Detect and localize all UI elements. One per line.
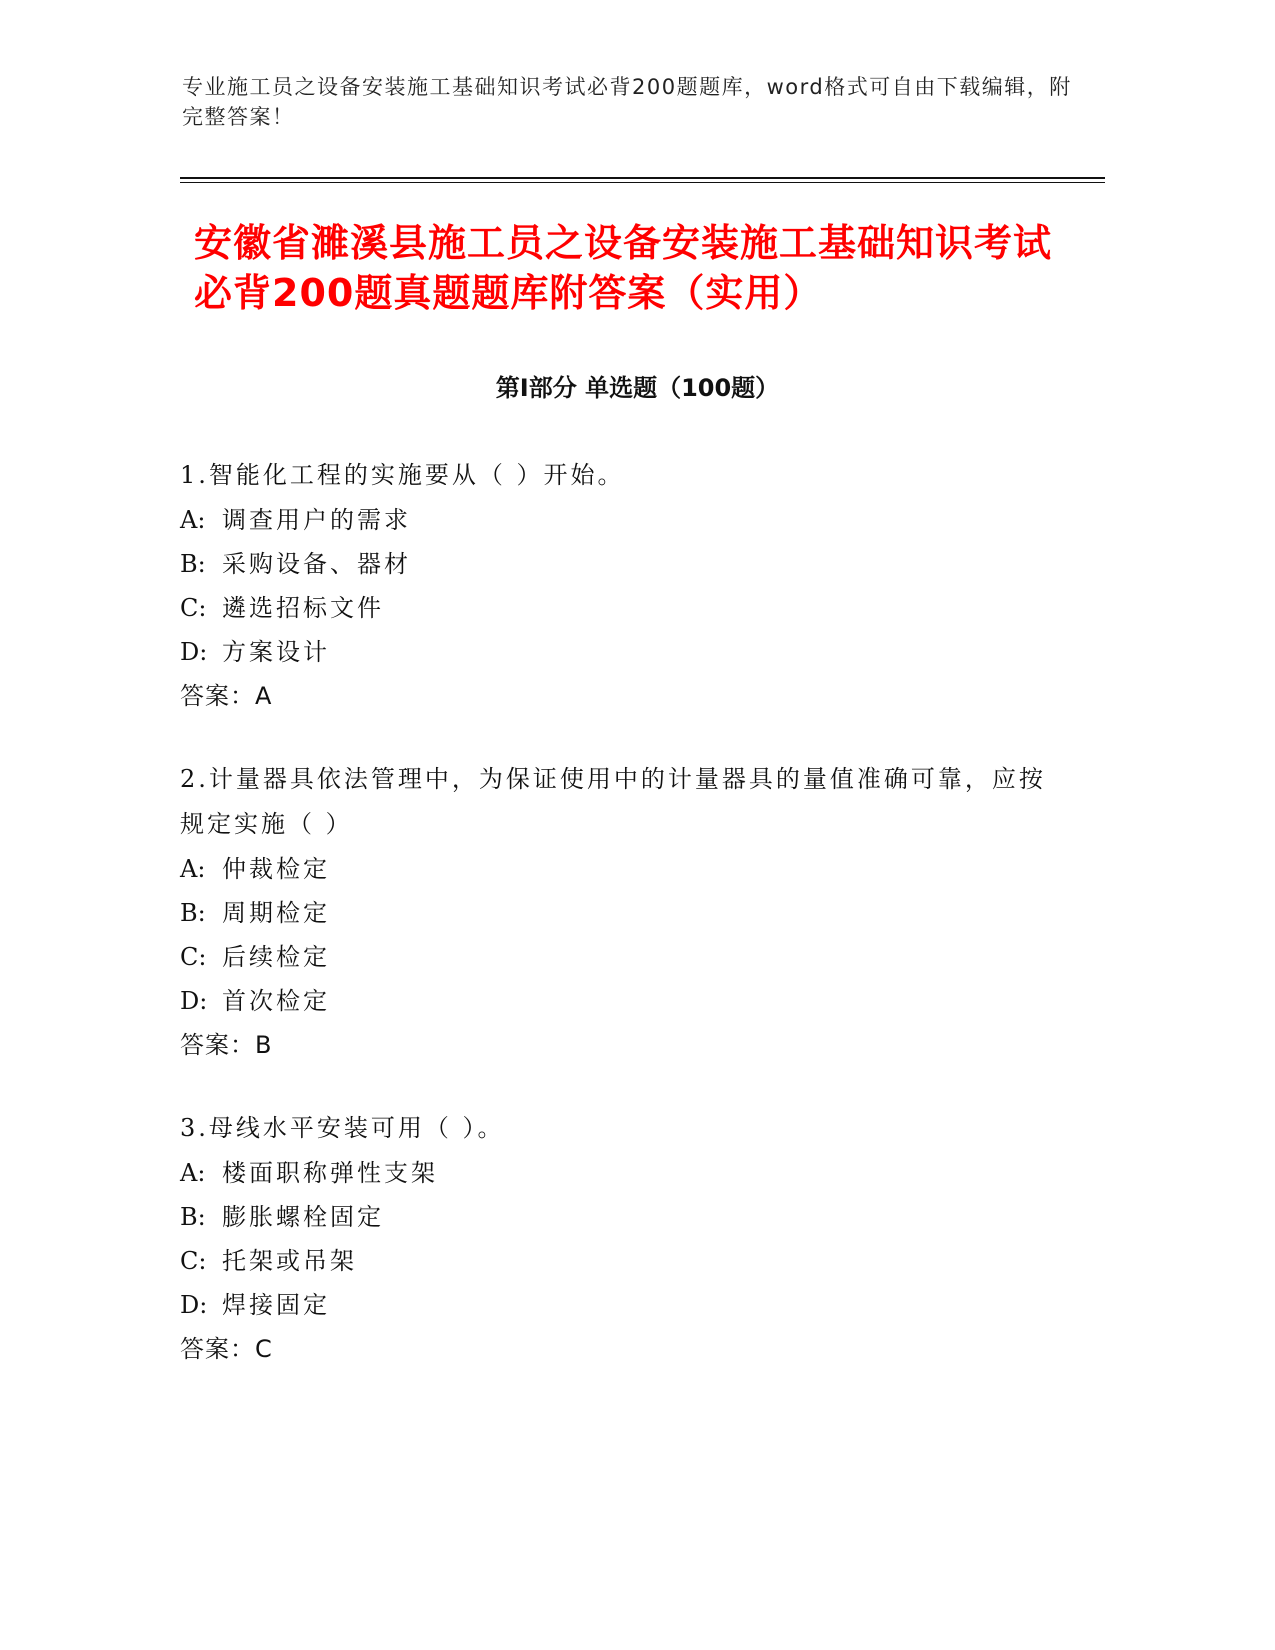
answer: 答案：C (180, 1335, 273, 1363)
option-key: A: (180, 506, 206, 534)
option-key: C: (180, 594, 207, 622)
section-title: 第Ⅰ部分 单选题（100题） (495, 374, 780, 402)
option-text: 采购设备、器材 (222, 550, 411, 578)
option-text: 首次检定 (222, 987, 330, 1015)
option-b (180, 542, 1060, 586)
option-d (180, 979, 1060, 1023)
option-text: 仲裁检定 (222, 855, 330, 883)
option-a (180, 498, 1060, 542)
header-divider-thin (180, 182, 1105, 183)
option-text: 托架或吊架 (222, 1247, 357, 1275)
header-note: 专业施工员之设备安装施工基础知识考试必背200题题库，word格式可自由下载编辑，附完整答案！ (182, 75, 1072, 129)
option-key: D: (180, 638, 208, 666)
option-key: B: (180, 1203, 206, 1231)
option-text: 周期检定 (222, 899, 330, 927)
option-key: D: (180, 987, 208, 1015)
option-text: 调查用户的需求 (222, 506, 411, 534)
option-key: A: (180, 855, 206, 883)
option-text: 焊接固定 (222, 1291, 330, 1319)
option-text: 遴选招标文件 (222, 594, 384, 622)
option-a (180, 1151, 1060, 1195)
option-key: C: (180, 943, 207, 971)
option-b (180, 1195, 1060, 1239)
option-c (180, 1239, 1060, 1283)
question-3 (180, 1106, 1060, 1371)
answer: 答案：A (180, 682, 273, 710)
question-stem: 2.计量器具依法管理中，为保证使用中的计量器具的量值准确可靠，应按规定实施（ ） (180, 765, 1046, 838)
document-title: 安徽省濉溪县施工员之设备安装施工基础知识考试必背200题真题题库附答案（实用） (194, 221, 1053, 315)
option-text: 后续检定 (222, 943, 330, 971)
question-stem: 1.智能化工程的实施要从（ ）开始。 (180, 461, 625, 489)
option-a (180, 847, 1060, 891)
answer: 答案：B (180, 1031, 273, 1059)
option-text: 膨胀螺栓固定 (222, 1203, 384, 1231)
option-c (180, 586, 1060, 630)
option-d (180, 1283, 1060, 1327)
option-key: B: (180, 550, 206, 578)
question-1 (180, 453, 1060, 718)
question-stem: 3.母线水平安装可用（ ）。 (180, 1114, 505, 1142)
header-divider-thick (180, 177, 1105, 179)
option-b (180, 891, 1060, 935)
option-key: A: (180, 1159, 206, 1187)
question-2 (180, 757, 1060, 1067)
option-key: B: (180, 899, 206, 927)
option-key: D: (180, 1291, 208, 1319)
option-d (180, 630, 1060, 674)
option-text: 方案设计 (222, 638, 330, 666)
option-c (180, 935, 1060, 979)
option-text: 楼面职称弹性支架 (222, 1159, 438, 1187)
option-key: C: (180, 1247, 207, 1275)
